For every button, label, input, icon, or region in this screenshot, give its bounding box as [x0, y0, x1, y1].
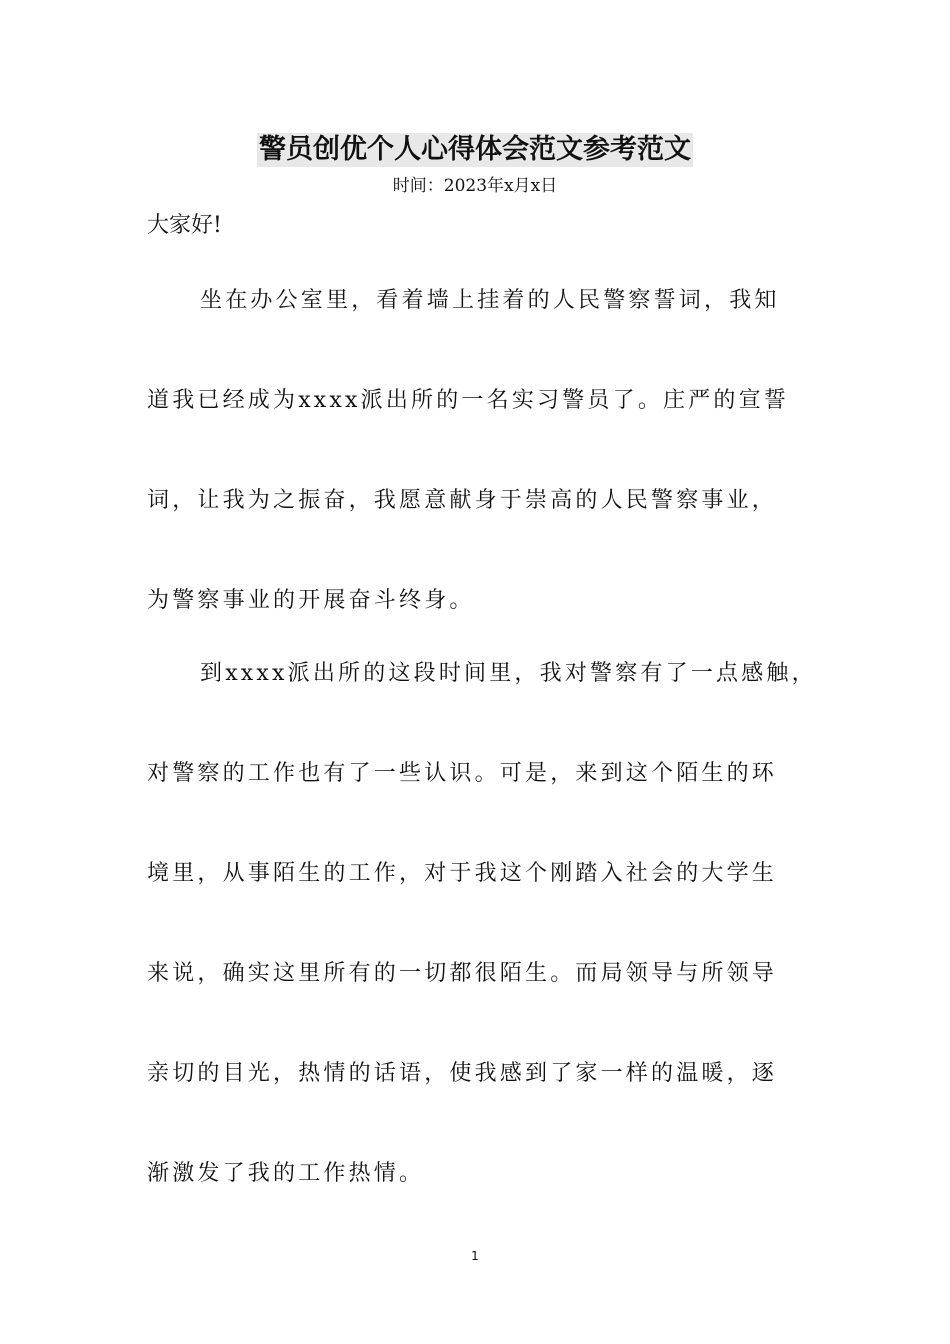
body-line-6: 对警察的工作也有了一些认识。可是，来到这个陌生的环 — [147, 761, 778, 786]
page-number: 1 — [471, 1249, 479, 1263]
title-container — [0, 133, 950, 167]
body-line-3: 词，让我为之振奋，我愿意献身于崇高的人民警察事业， — [147, 488, 778, 513]
body-line-10: 渐激发了我的工作热情。 — [147, 1161, 425, 1186]
body-line-1: 坐在办公室里，看着墙上挂着的人民警察誓词，我知 — [200, 288, 780, 313]
greeting: 大家好! — [147, 213, 222, 238]
body-line-2: 道我已经成为xxxx派出所的一名实习警员了。庄严的宣誓 — [147, 388, 790, 413]
body-line-8: 来说，确实这里所有的一切都很陌生。而局领导与所领导 — [147, 961, 778, 986]
document-date: 时间：2023年x月x日 — [392, 176, 558, 196]
body-line-7: 境里，从事陌生的工作，对于我这个刚踏入社会的大学生 — [147, 861, 778, 886]
body-line-9: 亲切的目光，热情的话语，使我感到了家一样的温暖，逐 — [147, 1061, 778, 1086]
body-line-4: 为警察事业的开展奋斗终身。 — [147, 588, 475, 613]
body-line-5: 到xxxx派出所的这段时间里，我对警察有了一点感触， — [200, 661, 817, 686]
document-title: 警员创优个人心得体会范文参考范文 — [259, 134, 691, 165]
